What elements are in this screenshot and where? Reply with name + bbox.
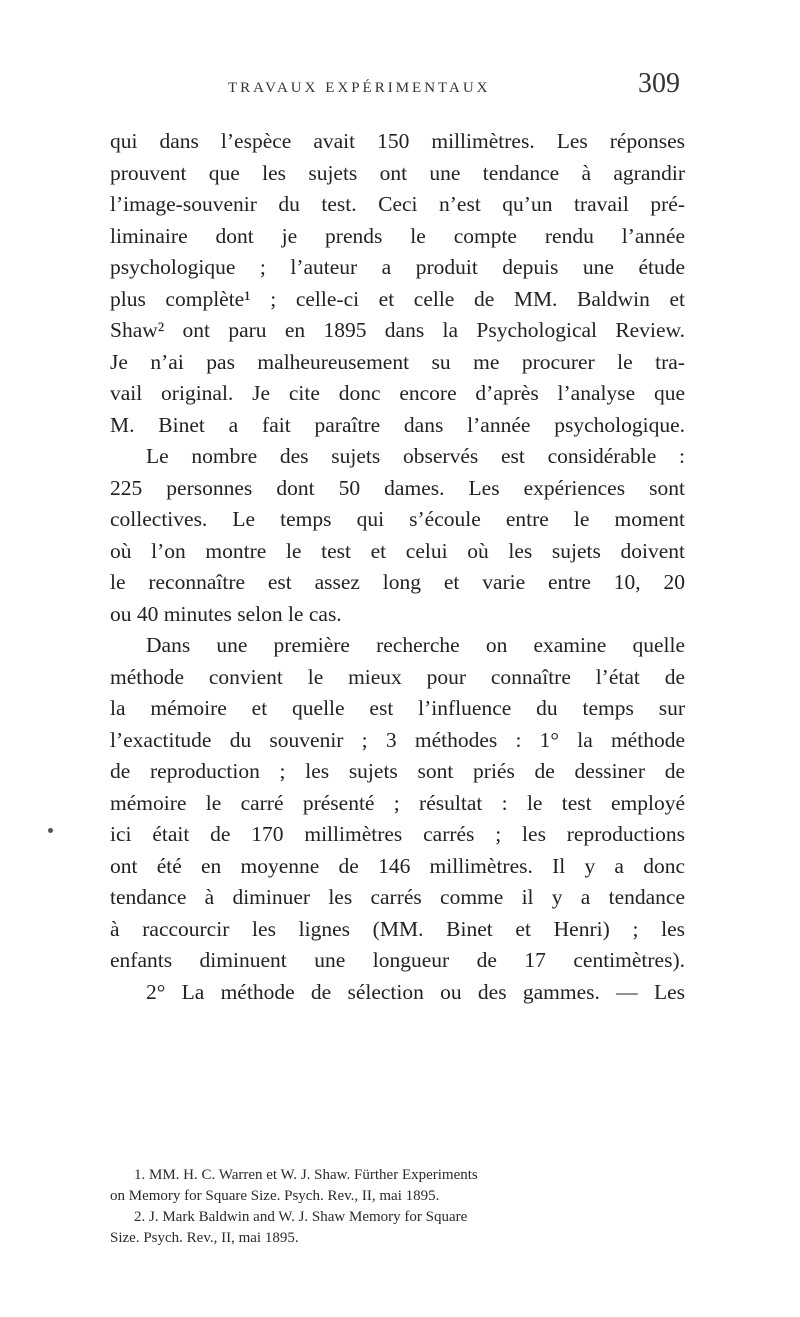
text-line: Shaw² ont paru en 1895 dans la Psychological Review. (110, 318, 685, 342)
text-line: ici était de 170 millimètres carrés ; les reproductions (110, 822, 685, 846)
text-line: Le nombre des sujets observés est considérable : (146, 444, 685, 468)
footnote-line: 1. MM. H. C. Warren et W. J. Shaw. Fürther Experiments (134, 1167, 478, 1183)
text-line: méthode convient le mieux pour connaître l’état de (110, 664, 685, 689)
body-text (110, 126, 685, 1008)
margin-mark (48, 828, 53, 833)
footnote-line: on Memory for Square Size. Psych. Rev., II, mai 1895. (110, 1188, 440, 1204)
footnote-line: 2. J. Mark Baldwin and W. J. Shaw Memory for Square (134, 1209, 468, 1225)
text-line: l’image-souvenir du test. Ceci n’est qu’un travail pré- (110, 192, 685, 216)
text-line: enfants diminuent une longueur de 17 centimètres). (110, 948, 685, 972)
page-number: 309 (638, 68, 680, 99)
text-line: plus complète¹ ; celle-ci et celle de MM. Baldwin et (110, 286, 685, 311)
text-line: 2° La méthode de sélection ou des gammes. — Les (146, 979, 685, 1004)
text-line: mémoire le carré présenté ; résultat : le test employé (110, 790, 685, 815)
text-line: collectives. Le temps qui s’écoule entre le moment (110, 507, 685, 531)
text-line: de reproduction ; les sujets sont priés de dessiner de (110, 759, 685, 783)
text-line: vail original. Je cite donc encore d’après l’analyse que (110, 381, 685, 405)
text-line: ont été en moyenne de 146 millimètres. Il y a donc (110, 853, 685, 878)
running-head: TRAVAUX EXPÉRIMENTAUX (228, 80, 491, 96)
page-header (110, 68, 680, 112)
text-line: M. Binet a fait paraître dans l’année psychologique. (110, 412, 685, 437)
text-line: 225 personnes dont 50 dames. Les expériences sont (110, 475, 685, 500)
footnotes (110, 1165, 685, 1249)
text-line: l’exactitude du souvenir ; 3 méthodes : 1° la méthode (110, 727, 685, 752)
text-line: liminaire dont je prends le compte rendu l’année (110, 223, 685, 248)
text-line: psychologique ; l’auteur a produit depuis une étude (110, 255, 685, 279)
text-line: la mémoire et quelle est l’influence du temps sur (110, 696, 685, 720)
text-line: Je n’ai pas malheureusement su me procurer le tra- (110, 349, 685, 374)
text-line: tendance à diminuer les carrés comme il y a tendance (110, 885, 685, 909)
text-line: prouvent que les sujets ont une tendance à agrandir (110, 160, 685, 185)
text-line: à raccourcir les lignes (MM. Binet et Henri) ; les (110, 916, 685, 941)
text-line: Dans une première recherche on examine quelle (146, 633, 685, 657)
text-line: qui dans l’espèce avait 150 millimètres. Les réponses (110, 129, 685, 153)
text-line: le reconnaître est assez long et varie entre 10, 20 (110, 570, 685, 594)
text-line: ou 40 minutes selon le cas. (110, 601, 342, 626)
text-line: où l’on montre le test et celui où les sujets doivent (110, 538, 685, 563)
footnote-line: Size. Psych. Rev., II, mai 1895. (110, 1230, 299, 1246)
